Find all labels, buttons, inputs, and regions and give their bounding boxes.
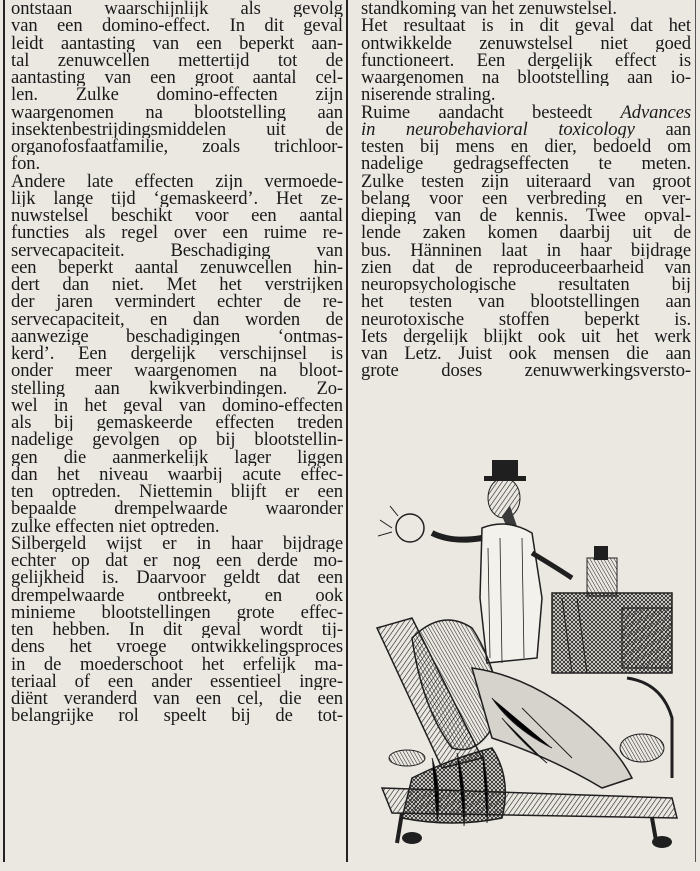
text-line: teriaal of een ander essentieel ingre- [11,672,343,690]
text-line: aantasting van een groot aantal cel- [11,69,343,87]
text-line: functies als regel over een ruime re- [11,224,343,242]
text-line: testen bij mens en dier, bedoeld om [361,138,691,156]
text-line: Ruime aandacht besteedt Advances [361,103,691,121]
text-line: echter op dat er nog een derde mo- [11,552,343,570]
text-line: belang voor een verbreding en ver- [361,189,691,207]
text-line: der jaren vermindert echter de re- [11,293,343,311]
text-line: stelling aan kwikverbindingen. Zo- [11,379,343,397]
text-line: Zulke testen zijn uiteraard van groot [361,172,691,190]
text-line: dan het niveau waarbij acute effec- [11,465,343,483]
text-line: lende zaken komen daarbij uit de [361,224,691,242]
text-line: drempelwaarde ontbreekt, en ook [11,586,343,604]
text-line: servecapaciteit, en dan worden de [11,310,343,328]
text-line: Iets dergelijk blijkt ook uit het werk [361,327,691,345]
text-line: nuwstelsel beschikt voor een aantal [11,207,343,225]
text-line: Het resultaat is in dit geval dat het [361,17,691,35]
text-line: wel in het geval van domino-effecten [11,396,343,414]
text-line: gelijkheid is. Daarvoor geldt dat een [11,569,343,587]
text-line: nadelige gedragseffecten te meten. [361,155,691,173]
text-line: insektenbestrijdingsmiddelen uit de [11,120,343,138]
column-divider-rule [346,0,348,862]
text-line: functioneert. Een dergelijk effect is [361,51,691,69]
text-line: dieping van de kennis. Twee opval- [361,207,691,225]
left-margin-rule [3,0,5,862]
text-line: ten hebben. In dit geval wordt tij- [11,621,343,639]
right-margin-rule [695,0,696,862]
text-line: standkoming van het zenuwstelsel. [361,0,617,18]
text-line: nadelige gevolgen op bij blootstellin- [11,431,343,449]
text-line: niserende straling. [361,86,496,104]
text-line: ten optreden. Niettemin blijft er een [11,483,343,501]
text-line: lijk lange tijd ‘gemaskeerd’. Het ze- [11,189,343,207]
text-line: van een domino-effect. In dit geval [11,17,343,35]
text-line: ontstaan waarschijnlijk als gevolg [11,0,343,18]
text-line: in de moederschoot het erfelijk ma- [11,655,343,673]
text-line: in neurobehavioral toxicology aan [361,120,691,138]
text-line: onder meer waargenomen na bloot- [11,362,343,380]
text-line: fon. [11,155,41,173]
text-line: servecapaciteit. Beschadiging van [11,241,343,259]
text-line: bus. Hänninen laat in haar bijdrage [361,241,691,259]
text-line: belangrijke rol speelt bij de tot- [11,707,343,725]
text-line: leidt aantasting van een beperkt aan- [11,34,343,52]
text-line: kerd’. Een dergelijk verschijnsel is [11,345,343,363]
text-line: als bij gemaskeerde effecten treden [11,414,343,432]
text-line: zien dat de reproduceerbaarheid van [361,258,691,276]
text-line: dens het vroege ontwikkelingsproces [11,638,343,656]
engraving-illustration [372,458,688,848]
text-line: minieme blootstellingen grote effec- [11,603,343,621]
text-line: grote doses zenuwwerkingsversto- [361,362,691,380]
text-line: neuropsychologische resultaten bij [361,276,691,294]
text-line: een beperkt aantal zenuwcellen hin- [11,258,343,276]
text-line: waargenomen na blootstelling aan [11,103,343,121]
text-line: gen die aanmerkelijk lager liggen [11,448,343,466]
text-line: tal zenuwcellen mettertijd tot de [11,51,343,69]
text-line: diënt veranderd van een cel, die een [11,690,343,708]
text-line: Silbergeld wijst er in haar bijdrage [11,534,343,552]
text-line: waargenomen na blootstelling aan io- [361,69,691,87]
text-line: ontwikkelde zenuwstelsel niet goed [361,34,691,52]
text-line: aanwezige beschadigingen ‘ontmas- [11,327,343,345]
text-line: organofosfaatfamilie, zoals trichloor- [11,138,343,156]
right-text-column [361,0,691,380]
text-line: Andere late effecten zijn vermoede- [11,172,343,190]
left-text-column [11,0,343,725]
text-line: zulke effecten niet optreden. [11,517,220,535]
text-line: len. Zulke domino-effecten zijn [11,86,343,104]
text-line: bepaalde drempelwaarde waaronder [11,500,343,518]
text-line: neurotoxische stoffen beperkt is. [361,310,691,328]
text-line: dert dan niet. Met het verstrijken [11,276,343,294]
text-line: het testen van blootstellingen aan [361,293,691,311]
text-line: van Letz. Juist ook mensen die aan [361,345,691,363]
